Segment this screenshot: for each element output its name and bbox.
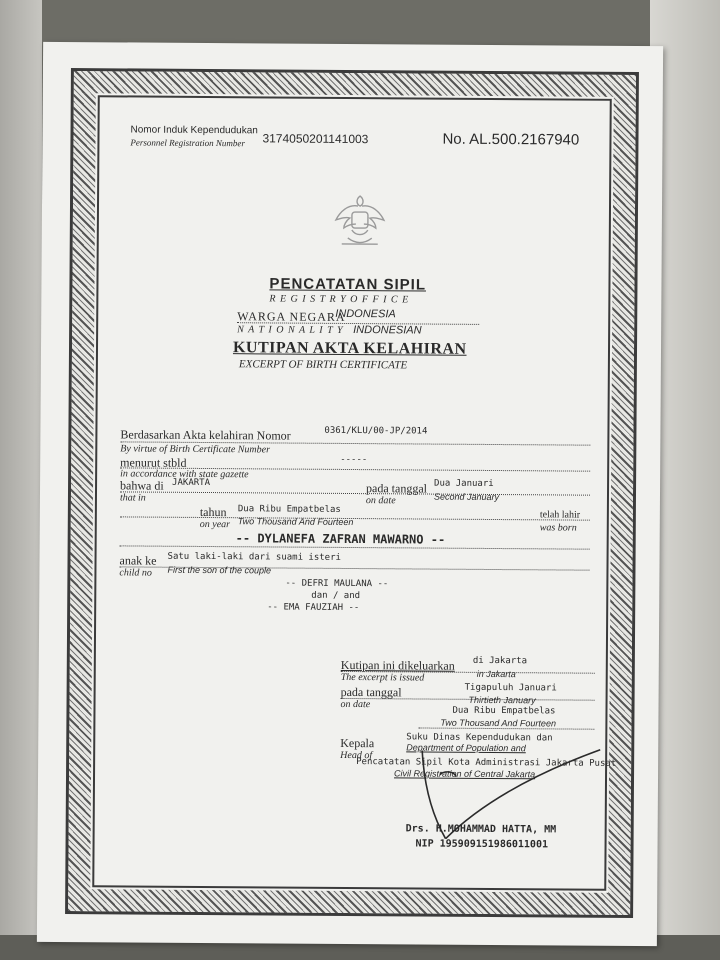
issued-label: Kutipan ini dikeluarkan <box>340 657 455 673</box>
background-left <box>0 0 42 960</box>
year-value-en: Two Thousand And Fourteen <box>237 516 354 528</box>
issue-date-label-en: on date <box>340 698 371 711</box>
born-label: telah lahir <box>539 509 581 521</box>
father-name: -- DEFRI MAULANA -- <box>285 578 389 590</box>
nationality-label-en: N A T I O N A L I T Y <box>237 324 344 336</box>
dept-name-en: Department of Population and <box>406 742 526 754</box>
document-title: KUTIPAN AKTA KELAHIRAN <box>232 339 467 358</box>
dept-name: Suku Dinas Kependudukan dan <box>406 732 553 744</box>
issued-label-en: The excerpt is issued <box>340 671 425 684</box>
child-label: anak ke <box>119 553 157 568</box>
year-value: Dua Ribu Empatbelas <box>237 504 341 515</box>
child-value: Satu laki-laki dari suami isteri <box>167 551 341 563</box>
issue-year-value: Dua Ribu Empatbelas <box>452 705 556 717</box>
nik-label-en: Personnel Registration Number <box>130 137 245 149</box>
issue-year-value-en: Two Thousand And Fourteen <box>440 717 557 729</box>
office-title-en: R E G I S T R Y O F F I C E <box>269 293 410 306</box>
year-label-en: on year <box>199 518 231 531</box>
document-number: No. AL.500.2167940 <box>442 130 580 149</box>
basis-value: 0361/KLU/00-JP/2014 <box>324 425 428 437</box>
issue-date-value: Tigapuluh Januari <box>464 682 557 694</box>
issued-value: di Jakarta <box>472 655 528 667</box>
child-value-en: First the son of the couple <box>167 564 272 576</box>
stbld-value: ----- <box>340 454 368 466</box>
certificate-paper <box>37 42 663 946</box>
head-label: Kepala <box>340 735 375 751</box>
stbld-label: menurut stbld <box>120 455 187 470</box>
place-value: JAKARTA <box>172 477 211 489</box>
stbld-label-en: in accordance with state gazette <box>120 468 249 481</box>
issue-date-label: pada tanggal <box>340 684 402 700</box>
nationality-value-en: INDONESIAN <box>353 324 422 337</box>
basis-label-en: By virtue of Birth Certificate Number <box>120 443 271 456</box>
head-label-en: Head of <box>340 749 373 762</box>
issued-value-en: in Jakarta <box>476 668 516 680</box>
date-label-en: on date <box>365 495 396 507</box>
place-label-en: that in <box>119 492 146 504</box>
date-value-en: Second January <box>433 491 500 503</box>
office-title: PENCATATAN SIPIL <box>269 275 427 294</box>
date-value: Dua Januari <box>434 478 494 490</box>
and-text: dan / and <box>311 590 361 602</box>
dept2-name: Pencatatan Sipil Kota Administrasi Jakarta Pusat <box>356 757 617 769</box>
child-label-en: child no <box>119 567 152 579</box>
nationality-value: INDONESIA <box>335 307 396 321</box>
born-label-en: was born <box>539 522 577 534</box>
dept2-name-en: Civil Registration of Central Jakarta <box>394 768 536 780</box>
issue-date-value-en: Thirtieth January <box>468 694 536 706</box>
nationality-label: WARGA NEGARA <box>237 309 346 324</box>
nik-label: Nomor Induk Kependudukan <box>130 124 258 137</box>
official-nip: NIP 195909151986011001 <box>415 838 549 851</box>
place-label: bahwa di <box>120 478 164 493</box>
mother-name: -- EMA FAUZIAH -- <box>267 602 360 614</box>
date-label: pada tanggal <box>365 481 428 496</box>
child-name: -- DYLANEFA ZAFRAN MAWARNO -- <box>235 531 446 547</box>
document-title-en: EXCERPT OF BIRTH CERTIFICATE <box>238 358 408 372</box>
year-label: tahun <box>199 504 227 520</box>
nik-value: 3174050201141003 <box>262 131 369 147</box>
official-name: Drs. H.MOHAMMAD HATTA, MM <box>405 823 557 836</box>
basis-label: Berdasarkan Akta kelahiran Nomor <box>120 427 291 443</box>
garuda-emblem-icon <box>332 192 388 252</box>
